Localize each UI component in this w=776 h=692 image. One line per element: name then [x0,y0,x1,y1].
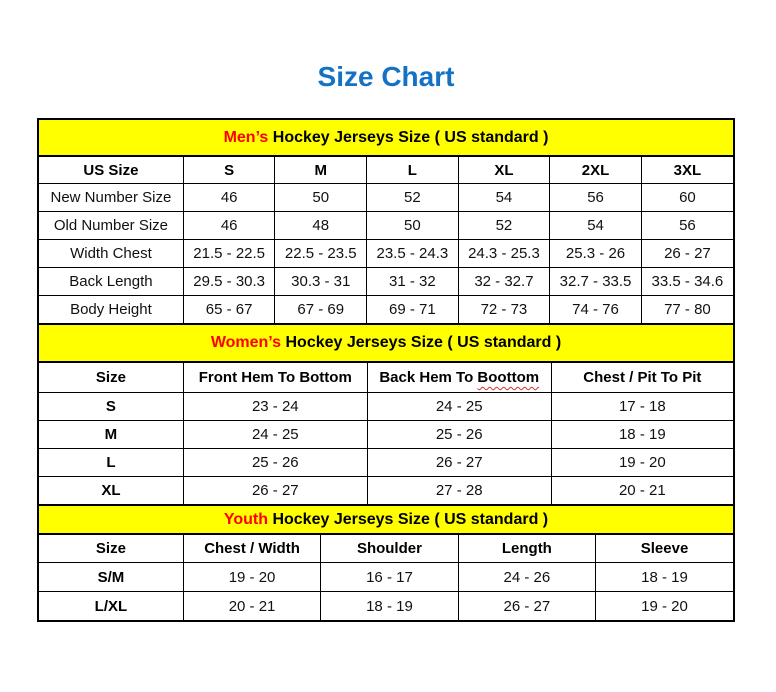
column-header: Length [458,535,595,563]
row-label: Body Height [39,296,183,324]
row-label: Old Number Size [39,212,183,240]
size-chart-tables [37,118,735,622]
table-cell: 74 - 76 [550,296,642,324]
table-cell: 69 - 71 [367,296,459,324]
table-cell: 19 - 20 [183,563,320,592]
table-cell: 17 - 18 [551,393,733,421]
table-row [39,268,733,296]
column-header: S [183,157,275,184]
table-cell: 26 - 27 [641,240,733,268]
table-cell: 26 - 27 [367,449,551,477]
table-cell: 72 - 73 [458,296,550,324]
table-row [39,592,733,621]
table-cell: 54 [550,212,642,240]
youth-section-highlight: Youth [223,511,268,528]
table-cell: 26 - 27 [183,477,367,505]
row-label: M [39,421,183,449]
column-header: Size [39,535,183,563]
womens-section-highlight: Women’s [210,334,282,351]
table-cell: 25.3 - 26 [550,240,642,268]
youth-size-table [39,535,733,620]
table-row [39,184,733,212]
youth-section-header [39,504,733,535]
table-cell: 25 - 26 [367,421,551,449]
column-header: Size [39,363,183,393]
table-cell: 32 - 32.7 [458,268,550,296]
table-row [39,393,733,421]
table-cell: 19 - 20 [551,449,733,477]
column-header: Front Hem To Bottom [183,363,367,393]
table-cell: 52 [367,184,459,212]
table-cell: 33.5 - 34.6 [641,268,733,296]
column-header: US Size [39,157,183,184]
table-row [39,477,733,505]
table-row [39,212,733,240]
mens-header-row [39,157,733,184]
row-label: L [39,449,183,477]
column-header: Chest / Pit To Pit [551,363,733,393]
misspelled-word: Boottom [477,369,540,386]
table-cell: 21.5 - 22.5 [183,240,275,268]
womens-section-title: Hockey Jerseys Size ( US standard ) [281,334,562,351]
table-cell: 27 - 28 [367,477,551,505]
womens-header-row [39,363,733,393]
column-header: Sleeve [596,535,733,563]
mens-section-header [39,120,733,157]
column-header-text: Back Hem To [379,369,478,386]
table-cell: 54 [458,184,550,212]
table-row [39,563,733,592]
youth-section-title: Hockey Jerseys Size ( US standard ) [268,511,549,528]
row-label: S/M [39,563,183,592]
column-header: M [275,157,367,184]
row-label: New Number Size [39,184,183,212]
table-cell: 26 - 27 [458,592,595,621]
table-cell: 46 [183,212,275,240]
table-row [39,240,733,268]
table-cell: 19 - 20 [596,592,733,621]
table-cell: 22.5 - 23.5 [275,240,367,268]
table-cell: 18 - 19 [596,563,733,592]
table-row [39,421,733,449]
row-label: L/XL [39,592,183,621]
mens-section-highlight: Men’s [223,129,269,146]
row-label: XL [39,477,183,505]
mens-section-title: Hockey Jerseys Size ( US standard ) [268,129,549,146]
column-header: Chest / Width [183,535,320,563]
table-row [39,296,733,324]
table-cell: 65 - 67 [183,296,275,324]
table-cell: 18 - 19 [551,421,733,449]
table-cell: 77 - 80 [641,296,733,324]
table-cell: 56 [641,212,733,240]
table-cell: 50 [275,184,367,212]
table-cell: 24 - 25 [367,393,551,421]
page-title: Size Chart [317,61,455,92]
row-label: Back Length [39,268,183,296]
row-label: Width Chest [39,240,183,268]
table-cell: 60 [641,184,733,212]
table-cell: 23 - 24 [183,393,367,421]
table-cell: 24.3 - 25.3 [458,240,550,268]
table-cell: 23.5 - 24.3 [367,240,459,268]
table-cell: 46 [183,184,275,212]
table-cell: 20 - 21 [183,592,320,621]
table-cell: 18 - 19 [321,592,458,621]
table-cell: 30.3 - 31 [275,268,367,296]
row-label: S [39,393,183,421]
table-cell: 29.5 - 30.3 [183,268,275,296]
table-cell: 48 [275,212,367,240]
mens-size-table [39,157,733,323]
column-header: 2XL [550,157,642,184]
table-cell: 24 - 26 [458,563,595,592]
womens-section-header [39,323,733,363]
column-header: Shoulder [321,535,458,563]
table-cell: 52 [458,212,550,240]
table-cell: 56 [550,184,642,212]
column-header: 3XL [641,157,733,184]
column-header: L [367,157,459,184]
womens-size-table [39,363,733,504]
table-row [39,449,733,477]
table-cell: 20 - 21 [551,477,733,505]
table-cell: 67 - 69 [275,296,367,324]
youth-header-row [39,535,733,563]
table-cell: 24 - 25 [183,421,367,449]
table-cell: 32.7 - 33.5 [550,268,642,296]
table-cell: 50 [367,212,459,240]
size-chart-sheet [37,58,735,622]
table-cell: 16 - 17 [321,563,458,592]
table-cell: 25 - 26 [183,449,367,477]
column-header: XL [458,157,550,184]
table-cell: 31 - 32 [367,268,459,296]
column-header [367,363,551,393]
